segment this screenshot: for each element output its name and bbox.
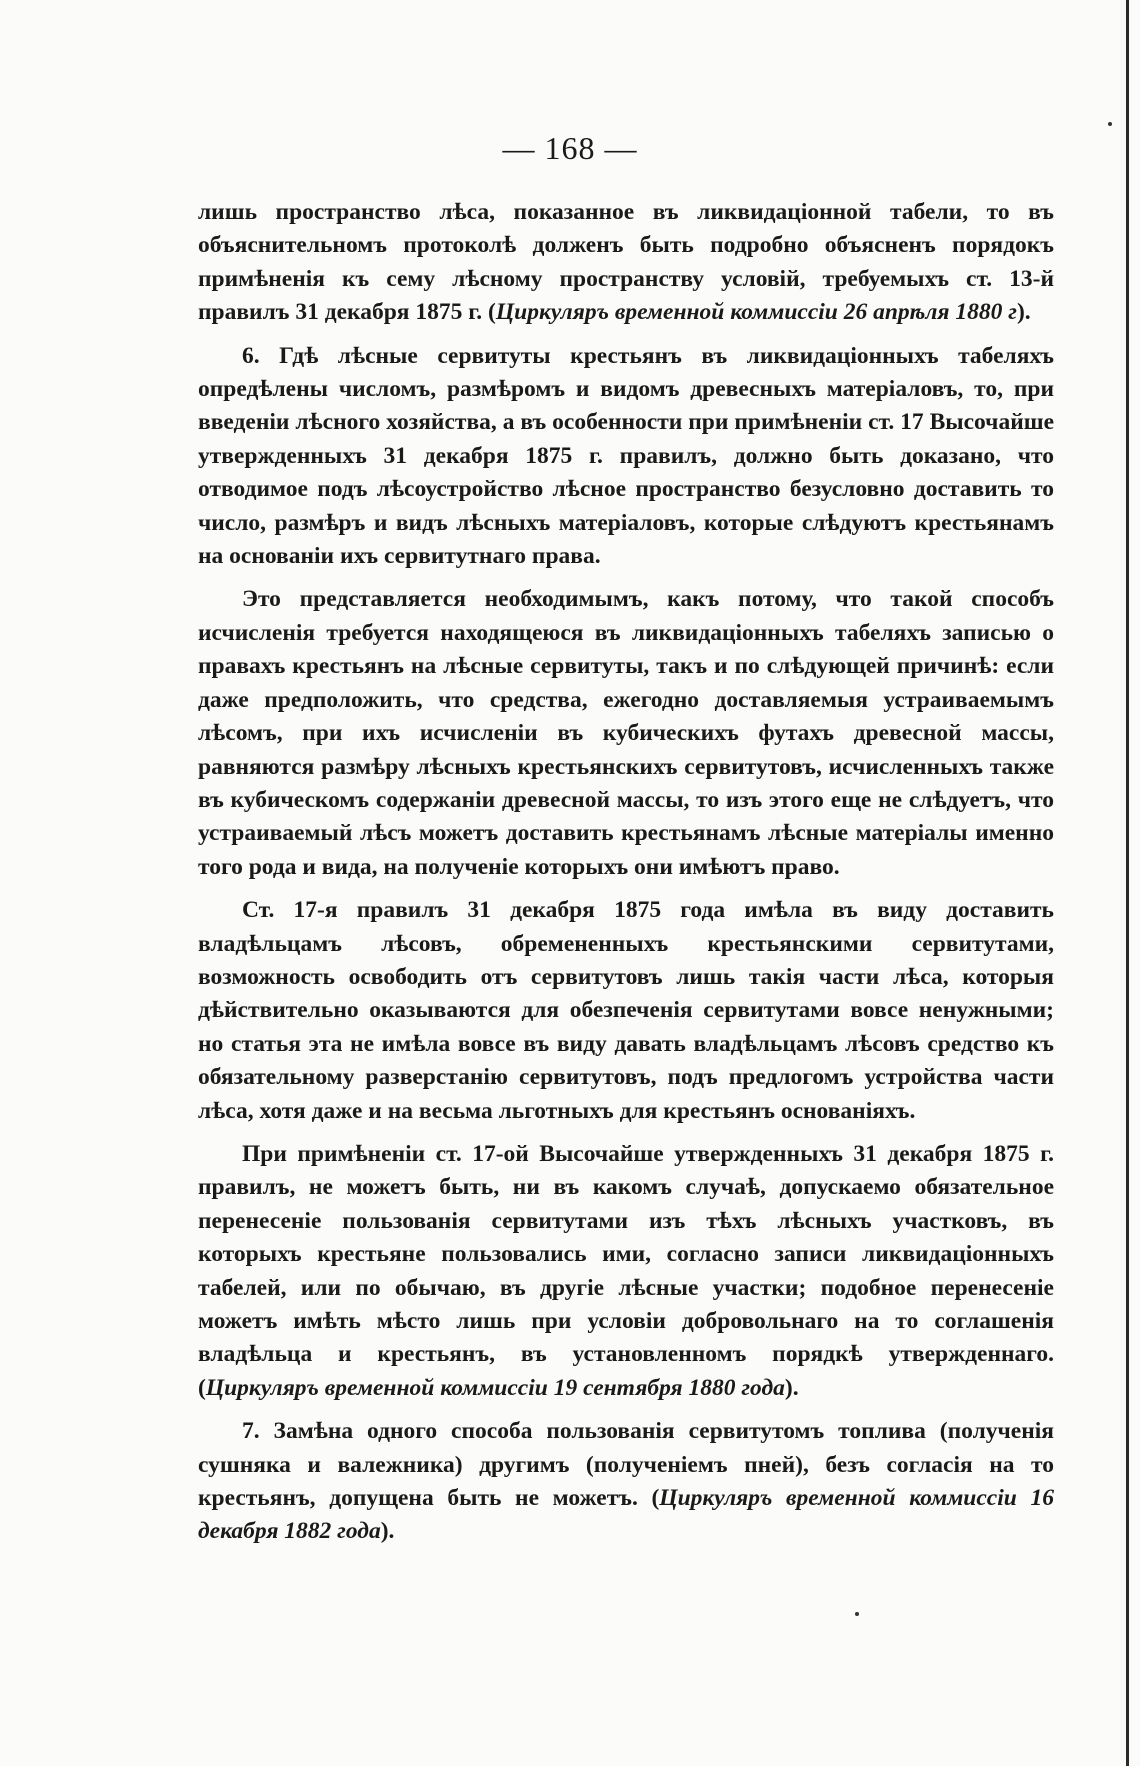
paragraph-1: лишь пространство лѣса, показанное въ ликвидаціонной табели, то въ объяснительномъ протоколѣ долженъ быть подробно объясненъ порядокъ примѣненія къ сему лѣсному пространству условій, требуемыхъ ст. 13-й правилъ 31 декабря 1875 г. (Циркуляръ временной коммиссіи 26 апрѣля 1880 г). — [198, 199, 1054, 326]
paragraph-5: При примѣненіи ст. 17-ой Высочайше утвержденныхъ 31 декабря 1875 г. правилъ, не можетъ быть, ни въ какомъ случаѣ, допускаемо обязательное перенесеніе пользованія сервитутами изъ тѣхъ лѣсныхъ участковъ, въ которыхъ крестьяне пользовались ими, согласно записи ликвидаціонныхъ табелей, или по обычаю, въ другіе лѣсные участки; подобное перенесеніе можетъ имѣть мѣсто лишь при условіи добровольнаго на то соглашенія владѣльца и крестьянъ, въ установленномъ порядкѣ утвержденнаго. (Циркуляръ временной коммиссіи 19 сентября 1880 года). — [198, 1140, 1054, 1401]
page-number: — 168 — — [502, 130, 638, 166]
paragraph-4: Ст. 17-я правилъ 31 декабря 1875 года имѣла въ виду доставить владѣльцамъ лѣсовъ, обремененныхъ крестьянскими сервитутами, возможность освободить отъ сервитутовъ лишь такія части лѣса, которыя дѣйствительно оказываются для обезпеченія сервитутами вовсе ненужными; но статья эта не имѣла вовсе въ виду давать владѣльцамъ лѣсовъ средство къ обязательному разверстанію сервитутовъ, подъ предлогомъ устройства части лѣса, хотя даже и на весьма льготныхъ для крестьянъ основаніяхъ. — [198, 897, 1054, 1124]
page-edge-shadow — [1126, 0, 1129, 1766]
paragraph-3: Это представляется необходимымъ, какъ потому, что такой способъ исчисленія требуется находящеюся въ ликвидаціонныхъ табеляхъ записью о правахъ крестьянъ на лѣсные сервитуты, такъ и по слѣдующей причинѣ: если даже предположить, что средства, ежегодно доставляемыя устраиваемымъ лѣсомъ, при ихъ исчисленіи въ кубическихъ футахъ древесной массы, равняются размѣру лѣсныхъ крестьянскихъ сервитутовъ, исчисленныхъ также въ кубическомъ содержаніи древесной массы, то изъ этого еще не слѣдуетъ, что устраиваемый лѣсъ можетъ доставить крестьянамъ лѣсные матеріалы именно того рода и вида, на полученіе которыхъ они имѣютъ право. — [198, 586, 1054, 880]
paragraph-2: 6. Гдѣ лѣсные сервитуты крестьянъ въ ликвидаціонныхъ табеляхъ опредѣлены числомъ, размѣромъ и видомъ древесныхъ матеріаловъ, то, при введеніи лѣсного хозяйства, а въ особенности при примѣненіи ст. 17 Высочайше утвержденныхъ 31 декабря 1875 г. правилъ, должно быть доказано, что отводимое подъ лѣсоустройство лѣсное пространство безусловно доставить то число, размѣръ и видъ лѣсныхъ матеріаловъ, которые слѣдуютъ крестьянамъ на основаніи ихъ сервитутнаго права. — [198, 342, 1054, 570]
citation: Циркуляръ временной коммиссіи 16 декабря 1882 года — [198, 1485, 1054, 1545]
citation: Циркуляръ временной коммиссіи 19 сентября 1880 года — [205, 1374, 785, 1401]
citation: Циркуляръ временной коммиссіи 26 апрѣля 1880 г — [495, 299, 1017, 326]
paragraph-6: 7. Замѣна одного способа пользованія сервитутомъ топлива (полученія сушняка и валежника) другимъ (полученіемъ пней), безъ согласія на то крестьянъ, допущена быть не можетъ. (Циркуляръ временной коммиссіи 16 декабря 1882 года). — [198, 1418, 1054, 1545]
scan-speck — [1108, 122, 1112, 126]
text-column — [198, 196, 1054, 1559]
scan-speck — [855, 1612, 859, 1616]
